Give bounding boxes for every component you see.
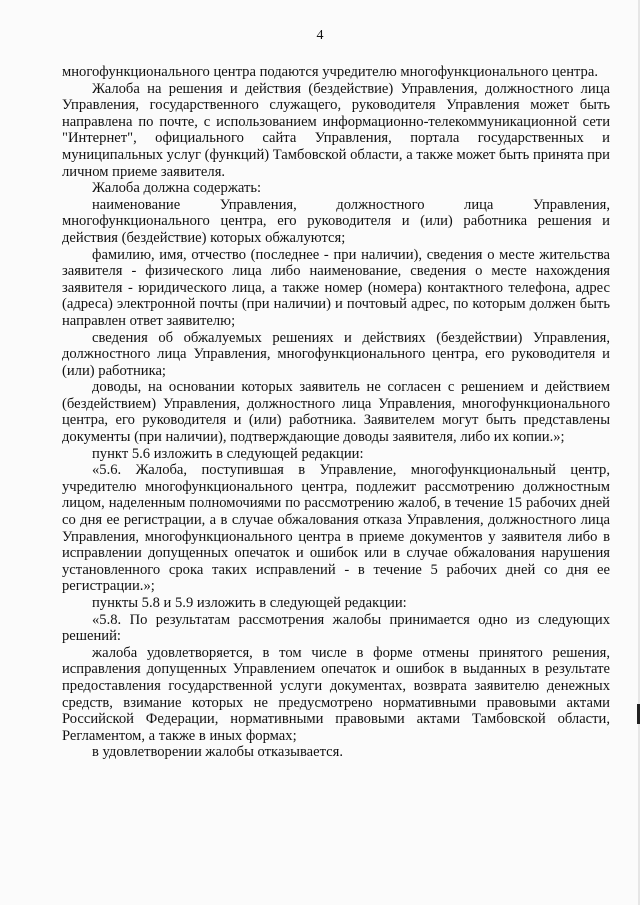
paragraph: наименование Управления, должностного лица Управления, многофункционального центра, его руководителя и (или) работника решения и действия (бездействие) которых обжалуются;	[62, 196, 610, 246]
paragraph: пункт 5.6 изложить в следующей редакции:	[92, 445, 364, 462]
paragraph: в удовлетворении жалобы отказывается.	[92, 744, 344, 761]
paragraph: сведения об обжалуемых решениях и действиях (бездействии) Управления, должностного лица Управления, многофункционального центра, его руководителя и (или) работника;	[62, 329, 610, 379]
paragraph: многофункционального центра подаются учредителю многофункционального центра.	[62, 64, 598, 80]
paragraph: Жалоба на решения и действия (бездействие) Управления, должностного лица Управления, государственного служащего, руководителя Управления может быть направлена по почте, с использованием информационно-телекоммуникационной сети "Интернет", официального сайта Управления, портала государственных и муниципальных услуг (функций) Тамбовской области, а также может быть принята при личном приеме заявителя.	[62, 80, 610, 180]
paragraph: доводы, на основании которых заявитель не согласен с решением и действием (бездействием) Управления, должностного лица Управления, многофункционального центра, его руководителя и (или) работника. Заявителем могут быть представлены документы (при наличии), подтверждающие доводы заявителя, либо их копии.»;	[62, 379, 610, 446]
document-body	[62, 64, 610, 761]
paragraph: пункты 5.8 и 5.9 изложить в следующей редакции:	[92, 595, 407, 611]
paragraph: фамилию, имя, отчество (последнее - при наличии), сведения о месте жительства заявителя - физического лица либо наименование, сведения о месте нахождения заявителя - юридического лица, а также номер (номера) контактного телефона, адрес (адреса) электронной почты (при наличии) и почтовый адрес, по которым должен быть направлен ответ заявителю;	[62, 246, 610, 329]
paragraph: жалоба удовлетворяется, в том числе в форме отмены принятого решения, исправления допущенных Управлением опечаток и ошибок в выданных в результате предоставления государственной услуги документах, возврата заявителю денежных средств, взимание которых не предусмотрено нормативными правовыми актами Российской Федерации, нормативными правовыми актами Тамбовской области, Регламентом, а также в иных формах;	[62, 644, 610, 744]
paragraph: Жалоба должна содержать:	[92, 180, 262, 197]
paragraph: «5.6. Жалоба, поступившая в Управление, многофункциональный центр, учредителю многофункционального центра, подлежит рассмотрению должностным лицом, наделенным полномочиями по рассмотрению жалоб, в течение 15 рабочих дней со дня ее регистрации, а в случае обжалования отказа Управления, должностного лица Управления, многофункционального центра в приеме документов у заявителя либо в исправлении допущенных опечаток и ошибок или в случае обжалования нарушения установленного срока таких исправлений - в течение 5 рабочих дней со дня ее регистрации.»;	[62, 462, 610, 595]
page-number: 4	[316, 28, 324, 43]
paragraph: «5.8. По результатам рассмотрения жалобы принимается одно из следующих решений:	[62, 611, 610, 645]
